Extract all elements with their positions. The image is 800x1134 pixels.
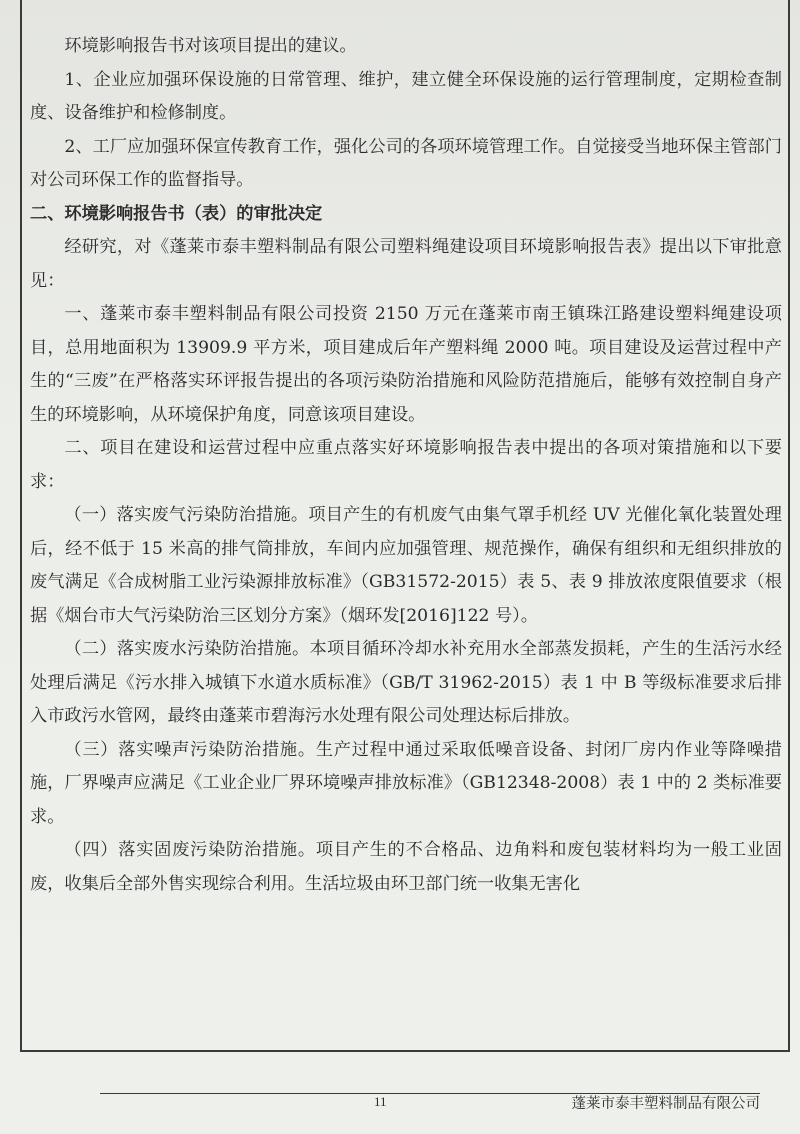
paragraph-suggestion-1: 1、企业应加强环保设施的日常管理、维护，建立健全环保设施的运行管理制度，定期检查制度、设备维护和检修制度。 xyxy=(30,69,782,123)
paragraph-waste-gas: （一）落实废气污染防治措施。项目产生的有机废气由集气罩手机经 UV 光催化氧化装置处理后，经不低于 15 米高的排气筒排放，车间内应加强管理、规范操作，确保有组织和无组织排放的废气满足《合成树脂工业污染源排放标准》（GB31572-2015）表 5、表 9 排放浓度限值要求（根据《烟台市大气污染防治三区划分方案》（烟环发[2016]122 号）。 xyxy=(30,505,782,626)
paragraph-opinion-1: 一、蓬莱市泰丰塑料制品有限公司投资 2150 万元在蓬莱市南王镇珠江路建设塑料绳建设项目，总用地面积为 13909.9 平方米，项目建成后年产塑料绳 2000 吨。项目建设及运营过程中产生的“三废”在严格落实环评报告提出的各项污染防治措施和风险防范措施后，能够有效控制自身产生的环境影响，从环境保护角度，同意该项目建设。 xyxy=(30,304,782,425)
body-text xyxy=(30,30,782,901)
paragraph-intro: 环境影响报告书对该项目提出的建议。 xyxy=(64,36,357,56)
paragraph-solid-waste: （四）落实固废污染防治措施。项目产生的不合格品、边角料和废包装材料均为一般工业固废，收集后全部外售实现综合利用。生活垃圾由环卫部门统一收集无害化 xyxy=(30,840,782,894)
footer-company: 蓬莱市泰丰塑料制品有限公司 xyxy=(571,1096,760,1112)
section-heading: 二、环境影响报告书（表）的审批决定 xyxy=(30,203,323,224)
paragraph-suggestion-2: 2、工厂应加强环保宣传教育工作，强化公司的各项环境管理工作。自觉接受当地环保主管部门对公司环保工作的监督指导。 xyxy=(30,136,782,190)
paragraph-waste-water: （二）落实废水污染防治措施。本项目循环冷却水补充用水全部蒸发损耗，产生的生活污水经处理后满足《污水排入城镇下水道水质标准》（GB/T 31962-2015）表 1 中 B 等级标准要求后排入市政污水管网，最终由蓬莱市碧海污水处理有限公司处理达标后排放。 xyxy=(30,639,782,726)
paragraph-review: 经研究，对《蓬莱市泰丰塑料制品有限公司塑料绳建设项目环境影响报告表》提出以下审批意见： xyxy=(30,237,782,291)
paragraph-noise: （三）落实噪声污染防治措施。生产过程中通过采取低噪音设备、封闭厂房内作业等降噪措施，厂界噪声应满足《工业企业厂界环境噪声排放标准》（GB12348-2008）表 1 中的 2 类标准要求。 xyxy=(30,739,782,827)
page-number: 11 xyxy=(374,1094,387,1109)
paragraph-opinion-2: 二、项目在建设和运营过程中应重点落实好环境影响报告表中提出的各项对策措施和以下要求： xyxy=(30,438,782,492)
